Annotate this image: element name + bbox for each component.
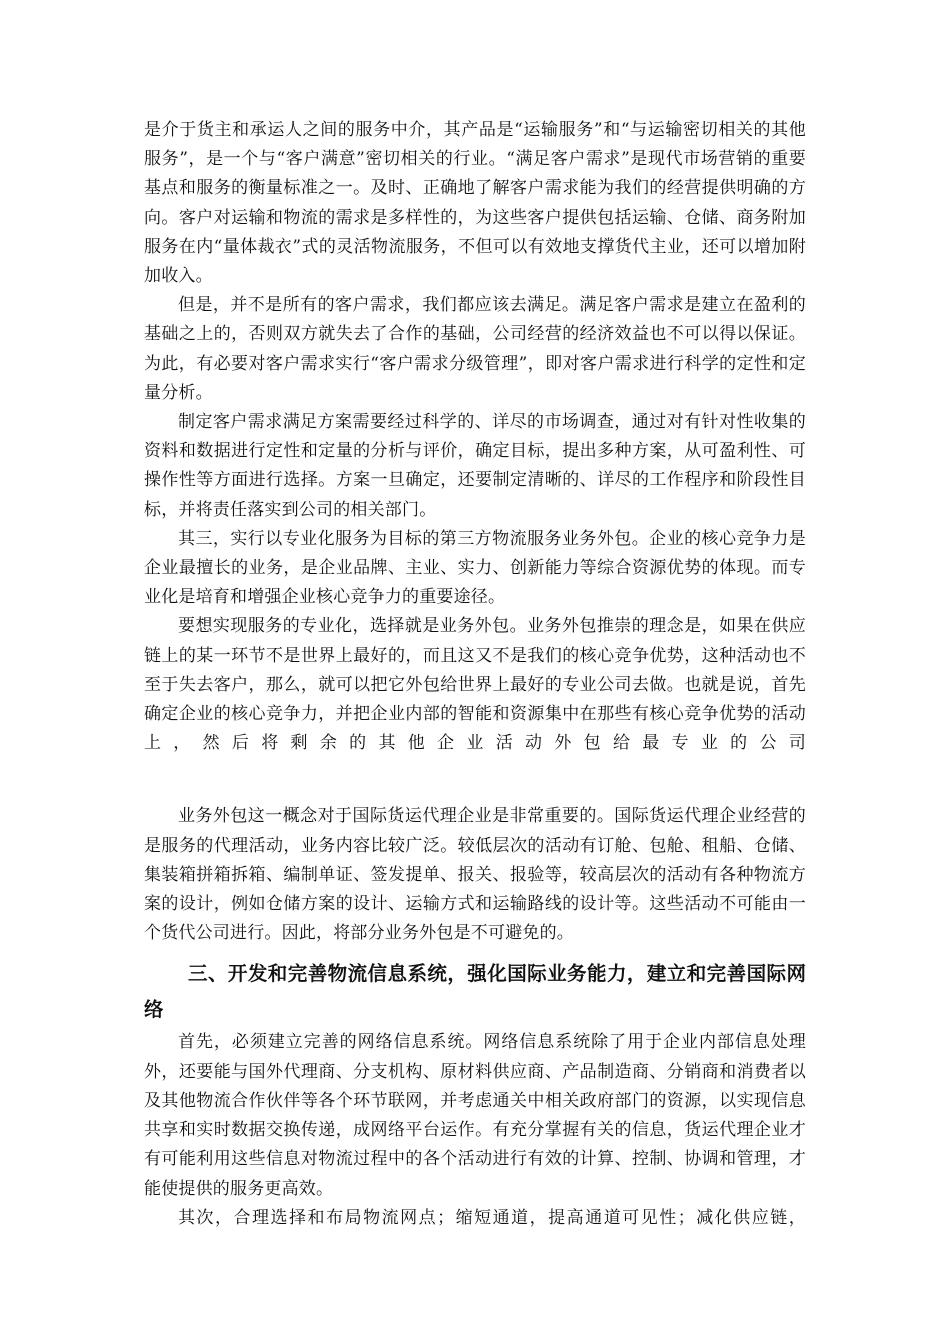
paragraph-outsourcing-concept: 要想实现服务的专业化，选择就是业务外包。业务外包推崇的理念是，如果在供应链上的某一环节不是世界上最好的，而且这又不是我们的核心竞争优势，这种活动也不至于失去客户，那么，就可以把它外包给世界上最好的专业公司去做。也就是说，首先确定企业的核心竞争力，并把企业内部的智能和资源集中在那些有核心竞争优势的活动上，然后将剩余的其他企业活动外包给最专业的公司 — [144, 616, 806, 754]
section-heading: 三、开发和完善物流信息系统，强化国际业务能力，建立和完善国际网络 — [144, 962, 806, 1022]
paragraph-logistics-network: 其次，合理选择和布局物流网点；缩短通道，提高通道可见性；减化供应链， — [178, 1207, 806, 1228]
paragraph-information-system: 首先，必须建立完善的网络信息系统。网络信息系统除了用于企业内部信息处理外，还要能与国外代理商、分支机构、原材料供应商、产品制造商、分销商和消费者以及其他物流合作伙伴等各个环节联网，并考虑通关中相关政府部门的资源，以实现信息共享和实时数据交换传递，成网络平台运作。有充分掌握有关的信息，货运代理企业才有可能利用这些信息对物流过程中的各个活动进行有效的计算、控制、协调和管理，才能使提供的服务更高效。 — [144, 1032, 806, 1199]
paragraph-customer-demand: 但是，并不是所有的客户需求，我们都应该去满足。满足客户需求是建立在盈利的基础之上的，否则双方就失去了合作的基础，公司经营的经济效益也不可以得以保证。为此，有必要对客户需求实行“客户需求分级管理”，即对客户需求进行科学的定性和定量分析。 — [144, 295, 806, 403]
paragraph-demand-plan: 制定客户需求满足方案需要经过科学的、详尽的市场调查，通过对有针对性收集的资料和数据进行定性和定量的分析与评价，确定目标，提出多种方案，从可盈利性、可操作性等方面进行选择。方案一旦确定，还要制定清晰的、详尽的工作程序和阶段性目标，并将责任落实到公司的相关部门。 — [144, 412, 806, 520]
paragraph-outsourcing-intro: 其三，实行以专业化服务为目标的第三方物流服务业务外包。企业的核心竞争力是企业最擅长的业务，是企业品牌、主业、实力、创新能力等综合资源优势的体现。而专业化是培育和增强企业核心竞争力的重要途径。 — [144, 528, 806, 608]
section-gap — [144, 758, 806, 802]
paragraph-freight-outsourcing: 业务外包这一概念对于国际货运代理企业是非常重要的。国际货运代理企业经营的是服务的代理活动，业务内容比较广泛。较低层次的活动有订舱、包舱、租船、仓储、集装箱拼箱拆箱、编制单证、签发提单、报关、报验等，较高层次的活动有各种物流方案的设计，例如仓储方案的设计、运输方式和运输路线的设计等。这些活动不可能由一个货代公司进行。因此，将部分业务外包是不可避免的。 — [144, 806, 806, 944]
paragraph-continuation: 是介于货主和承运人之间的服务中介，其产品是“运输服务”和“与运输密切相关的其他服务”，是一个与“客户满意”密切相关的行业。“满足客户需求”是现代市场营销的重要基点和服务的衡量标准之一。及时、正确地了解客户需求能为我们的经营提供明确的方向。客户对运输和物流的需求是多样性的，为这些客户提供包括运输、仓储、商务附加服务在内“量体裁衣”式的灵活物流服务，不但可以有效地支撑货代主业，还可以增加附加收入。 — [144, 120, 806, 287]
document-page — [144, 116, 806, 1233]
